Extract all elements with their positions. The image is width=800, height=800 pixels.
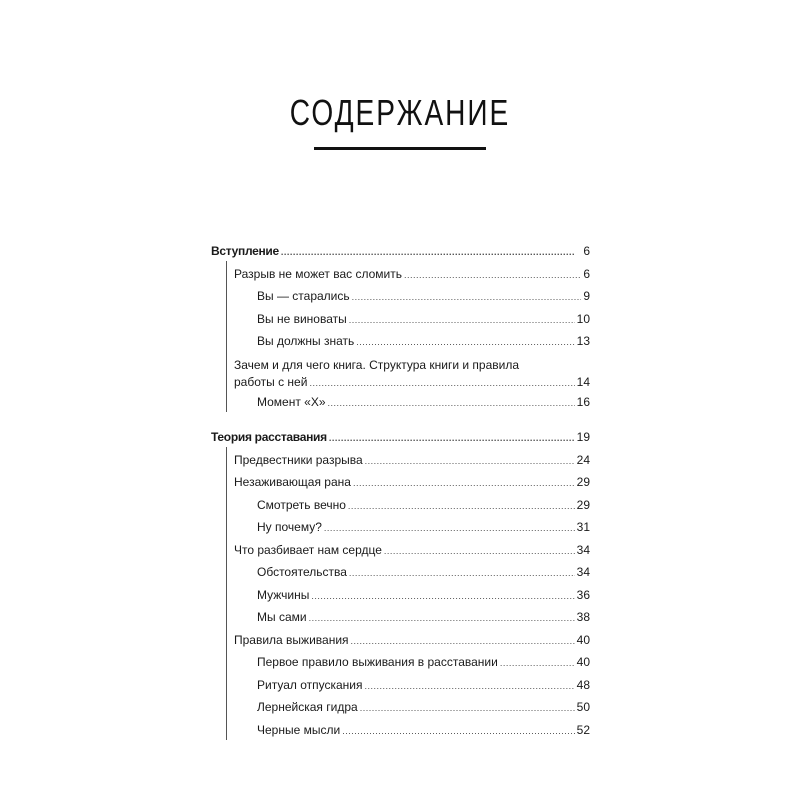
toc-page-number: 16 [576, 394, 590, 409]
dot-leader [348, 496, 575, 518]
toc-page-number: 29 [576, 497, 590, 512]
toc-page-number: 13 [576, 334, 590, 348]
toc-page-number: 36 [576, 587, 590, 602]
toc-entry-title: Разрыв не может вас сломить [234, 266, 402, 281]
section-rail [226, 261, 227, 412]
toc-chapter-heading[interactable] [211, 241, 590, 264]
toc-page-number: 29 [576, 475, 590, 489]
dot-leader [281, 242, 581, 264]
toc-entry[interactable] [211, 675, 590, 698]
dot-leader [349, 563, 575, 585]
toc-entry-title: Мы сами [257, 610, 307, 624]
toc-entry-title: Теория расставания [211, 430, 327, 444]
dot-leader [351, 631, 575, 653]
toc-entry-title: Вступление [211, 244, 279, 258]
toc-page-number: 6 [583, 244, 590, 258]
toc-page-number: 9 [583, 289, 590, 303]
toc-page-number: 40 [576, 655, 590, 669]
toc-section-introduction [211, 241, 590, 414]
toc-chapter-heading[interactable] [211, 427, 590, 450]
toc-entry[interactable] [211, 472, 590, 495]
dot-leader [356, 332, 574, 354]
dot-leader [404, 265, 581, 287]
toc-entry-title: Первое правило выживания в расставании [257, 655, 498, 669]
toc-entry[interactable] [211, 630, 590, 653]
toc-page-number: 24 [576, 452, 590, 467]
toc-entry[interactable] [211, 720, 590, 743]
toc-entry[interactable] [211, 450, 590, 473]
dot-leader [328, 393, 575, 415]
toc-page-number: 6 [583, 266, 590, 281]
toc-entry[interactable] [211, 495, 590, 518]
title-underline [314, 147, 486, 150]
toc-entry-title: Правила выживания [234, 632, 349, 647]
toc-page-number: 52 [576, 722, 590, 737]
toc-entry[interactable] [211, 517, 590, 540]
toc-page-number: 34 [576, 542, 590, 557]
toc-entry-title: Незаживающая рана [234, 475, 351, 489]
toc-page-number: 10 [576, 311, 590, 326]
dot-leader [342, 721, 574, 743]
toc-entry[interactable] [211, 585, 590, 608]
toc-entry-title: Момент «Х» [257, 394, 326, 409]
toc-entry[interactable] [211, 354, 590, 392]
toc-page-number: 19 [576, 430, 590, 444]
toc-entry-title: Вы — старались [257, 289, 350, 303]
section-rail [226, 447, 227, 740]
toc-entry[interactable] [211, 331, 590, 354]
toc-entry-title: Предвестники разрыва [234, 452, 363, 467]
dot-leader [349, 310, 575, 332]
dot-leader [353, 473, 575, 495]
toc-page-number: 38 [576, 610, 590, 624]
toc-entry-title: Смотреть вечно [257, 497, 346, 512]
toc-entry[interactable] [211, 286, 590, 309]
toc-page-number: 31 [576, 520, 590, 534]
toc-section-theory [211, 427, 590, 742]
dot-leader [329, 428, 575, 450]
table-of-contents [211, 241, 590, 742]
toc-entry-title-line2: работы с ней [234, 374, 308, 389]
dot-leader [365, 676, 575, 698]
dot-leader [384, 541, 575, 563]
dot-leader [309, 374, 574, 392]
toc-page-number: 14 [576, 374, 590, 389]
dot-leader [500, 653, 575, 675]
toc-entry-title: Что разбивает нам сердце [234, 542, 382, 557]
toc-entry-title: Вы должны знать [257, 334, 355, 348]
toc-entry-title: Вы не виноваты [257, 311, 347, 326]
page-title: СОДЕРЖАНИЕ [289, 92, 511, 133]
dot-leader [352, 287, 582, 309]
toc-page-number: 50 [576, 700, 590, 714]
toc-entry[interactable] [211, 309, 590, 332]
dot-leader [324, 518, 575, 540]
toc-entry-title: Мужчины [257, 587, 310, 602]
toc-entry[interactable] [211, 607, 590, 630]
toc-entry-title: Ну почему? [257, 520, 322, 534]
dot-leader [311, 586, 574, 608]
dot-leader [365, 451, 575, 473]
toc-entry[interactable] [211, 562, 590, 585]
toc-entry-title-line1: Зачем и для чего книга. Структура книги и правила [234, 357, 520, 372]
dot-leader [360, 698, 575, 720]
toc-page-number: 48 [576, 677, 590, 692]
toc-entry[interactable] [211, 652, 590, 675]
toc-entry[interactable] [211, 697, 590, 720]
toc-entry-title: Черные мысли [257, 722, 341, 737]
toc-entry[interactable] [211, 264, 590, 287]
dot-leader [309, 608, 575, 630]
toc-entry-title: Лернейская гидра [257, 700, 358, 714]
toc-entry-title: Обстоятельства [257, 565, 347, 579]
toc-entry[interactable] [211, 540, 590, 563]
toc-entry[interactable] [211, 392, 590, 415]
toc-page-number: 34 [576, 565, 590, 579]
toc-entry-title: Ритуал отпускания [257, 677, 363, 692]
toc-page-number: 40 [576, 632, 590, 647]
